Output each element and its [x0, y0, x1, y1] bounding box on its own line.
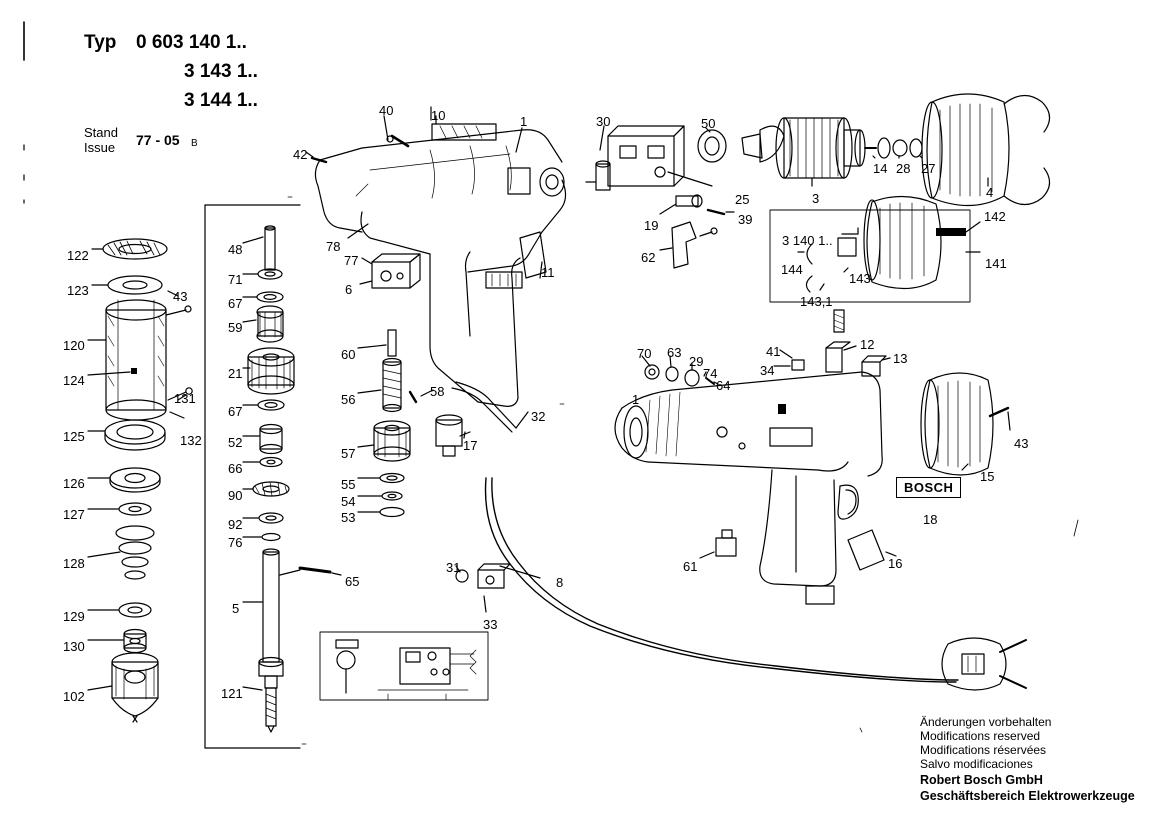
part-callout-4: 4: [986, 185, 994, 200]
footer-line-4: Salvo modificaciones: [920, 757, 1033, 771]
part-callout-18: 18: [923, 512, 938, 527]
type-number-2: 3 143 1..: [184, 61, 258, 82]
part-callout-59: 59: [228, 320, 243, 335]
part-callout-142: 142: [984, 209, 1006, 224]
part-callout-43: 43: [173, 289, 188, 304]
part-callout-55: 55: [341, 477, 356, 492]
part-callout-132: 132: [180, 433, 202, 448]
part-callout-102: 102: [63, 689, 85, 704]
part-callout-56: 56: [341, 392, 356, 407]
footer-line-3: Modifications réservées: [920, 743, 1047, 757]
part-callout-90: 90: [228, 488, 243, 503]
part-callout-57: 57: [341, 446, 356, 461]
part-callout-62: 62: [641, 250, 656, 265]
part-callout-10: 10: [431, 108, 446, 123]
part-callout-144: 144: [781, 262, 803, 277]
part-callout-141: 141: [985, 256, 1007, 271]
part-callout-42: 42: [293, 147, 308, 162]
part-callout-92: 92: [228, 517, 243, 532]
part-callout-124: 124: [63, 373, 85, 388]
footer-company: Robert Bosch GmbH: [920, 773, 1043, 787]
part-callout-5: 5: [232, 601, 240, 616]
type-number-3: 3 144 1..: [184, 90, 258, 111]
part-callout-67: 67: [228, 404, 243, 419]
stand-label: Stand: [84, 125, 118, 140]
stand-suffix: B: [191, 138, 198, 149]
part-callout-65: 65: [345, 574, 360, 589]
part-callout-52: 52: [228, 435, 243, 450]
part-callout-6: 6: [345, 282, 353, 297]
part-callout-34: 34: [760, 363, 775, 378]
part-callout-1: 1: [520, 114, 528, 129]
part-callout-63: 63: [667, 345, 682, 360]
part-callout-8: 8: [556, 575, 564, 590]
stand-value: 77 - 05: [136, 132, 180, 148]
bosch-nameplate: BOSCH: [896, 477, 961, 498]
part-callout-12: 12: [860, 337, 875, 352]
part-callout-76: 76: [228, 535, 243, 550]
part-callout-30: 30: [596, 114, 611, 129]
part-callout-31: 31: [446, 560, 461, 575]
part-callout-39: 39: [738, 212, 753, 227]
part-callout-122: 122: [67, 248, 89, 263]
part-callout-64: 64: [716, 378, 731, 393]
part-callout-3: 3: [812, 191, 820, 206]
part-callout-32: 32: [531, 409, 546, 424]
type-number-1: 0 603 140 1..: [136, 32, 247, 53]
part-callout-123: 123: [67, 283, 89, 298]
part-callout-131: 131: [174, 391, 196, 406]
part-callout-25: 25: [735, 192, 750, 207]
part-callout-58: 58: [430, 384, 445, 399]
part-callout-15: 15: [980, 469, 995, 484]
part-callout-61: 61: [683, 559, 698, 574]
part-callout-41: 41: [766, 344, 781, 359]
part-callout-120: 120: [63, 338, 85, 353]
footer-line-1: Änderungen vorbehalten: [920, 715, 1052, 729]
part-callout-17: 17: [463, 438, 478, 453]
part-callout-19: 19: [644, 218, 659, 233]
part-callout-143-1: 143,1: [800, 294, 833, 309]
part-callout-40: 40: [379, 103, 394, 118]
part-callout-11: 11: [541, 265, 555, 280]
part-callout-77: 77: [344, 253, 359, 268]
part-callout-29: 29: [689, 354, 704, 369]
type-label: Typ: [84, 32, 117, 53]
footer-line-2: Modifications reserved: [920, 729, 1041, 743]
part-callout-21: 21: [228, 366, 243, 381]
part-callout-78: 78: [326, 239, 341, 254]
part-callout-1: 1: [632, 392, 640, 407]
issue-label: Issue: [84, 140, 116, 155]
part-callout-60: 60: [341, 347, 356, 362]
part-callout-50: 50: [701, 116, 716, 131]
part-callout-43: 43: [1014, 436, 1029, 451]
part-callout-71: 71: [228, 272, 243, 287]
part-callout-48: 48: [228, 242, 243, 257]
part-callout-127: 127: [63, 507, 85, 522]
part-callout-54: 54: [341, 494, 356, 509]
part-callout-16: 16: [888, 556, 903, 571]
part-callout-128: 128: [63, 556, 85, 571]
part-callout-126: 126: [63, 476, 85, 491]
part-callout-66: 66: [228, 461, 243, 476]
part-callout-130: 130: [63, 639, 85, 654]
part-callout-3-140-1-: 3 140 1..: [782, 233, 833, 248]
part-callout-125: 125: [63, 429, 85, 444]
part-callout-70: 70: [637, 346, 652, 361]
footer-division: Geschäftsbereich Elektrowerkzeuge: [920, 789, 1135, 803]
part-callout-74: 74: [703, 366, 718, 381]
part-callout-143: 143: [849, 271, 871, 286]
part-callout-33: 33: [483, 617, 498, 632]
part-callout-67: 67: [228, 296, 243, 311]
part-callout-28: 28: [896, 161, 911, 176]
part-callout-121: 121: [221, 686, 243, 701]
part-callout-129: 129: [63, 609, 85, 624]
part-callout-27: 27: [921, 161, 936, 176]
part-callout-53: 53: [341, 510, 356, 525]
part-callout-14: 14: [873, 161, 888, 176]
part-callout-13: 13: [893, 351, 908, 366]
